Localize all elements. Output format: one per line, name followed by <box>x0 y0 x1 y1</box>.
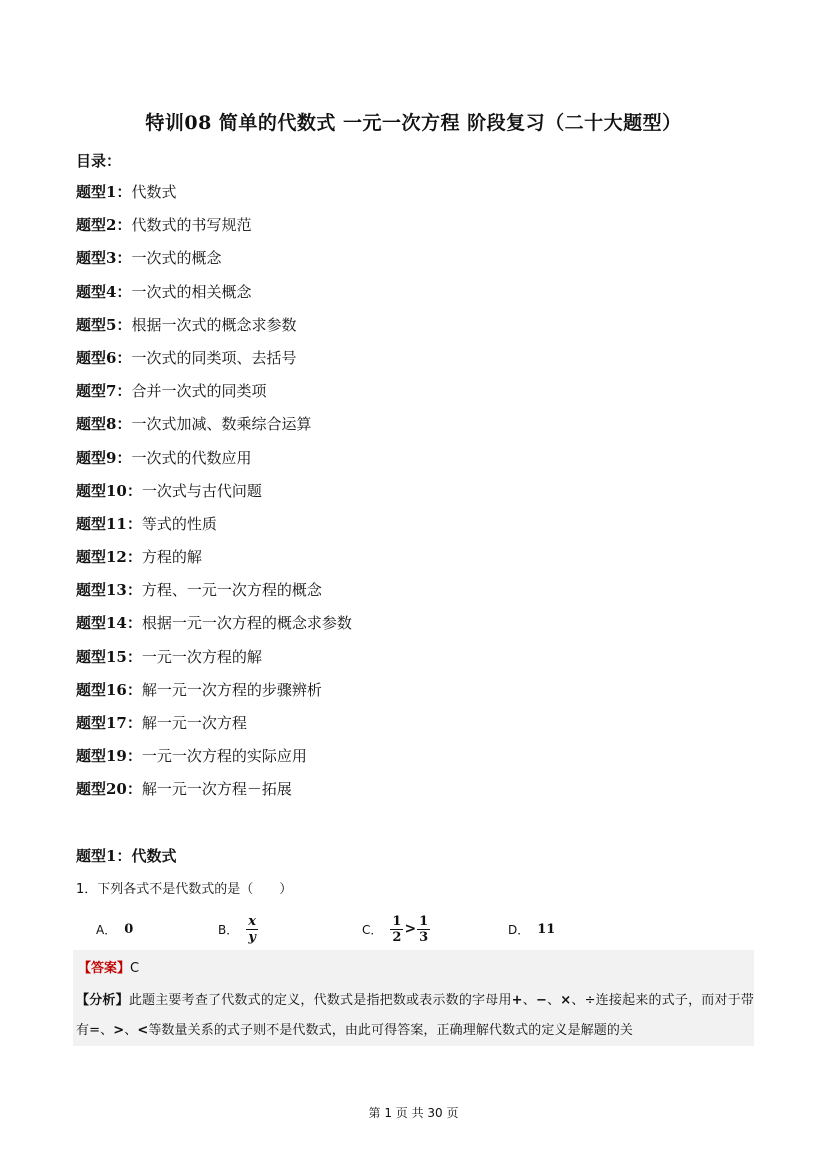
analysis-part: 、 <box>546 993 561 1008</box>
option-c-fraction-left <box>390 914 403 945</box>
analysis-symbol: + <box>511 993 523 1008</box>
toc-item-label: 题型7： <box>76 382 132 401</box>
toc-item <box>76 613 352 646</box>
toc-item-label: 题型19： <box>76 747 142 766</box>
option-c-fraction-right <box>417 914 430 945</box>
toc-item <box>76 547 352 580</box>
toc-item-label: 题型13： <box>76 581 142 600</box>
answer-line <box>78 957 139 976</box>
analysis-symbol: × <box>560 993 572 1008</box>
option-b-letter: B． <box>218 922 239 937</box>
option-a-value: 0 <box>124 921 134 937</box>
analysis-part: 、÷连接起来的式子，而对于带有=、 <box>76 993 754 1038</box>
option-c-denominator-left: 2 <box>392 929 402 945</box>
toc-item-label: 题型12： <box>76 548 142 567</box>
toc-item <box>76 713 352 746</box>
analysis-text <box>76 986 754 1046</box>
toc-item-text: 一元一次方程的实际应用 <box>141 747 307 766</box>
toc-item-text: 一元一次方程的解 <box>141 647 262 666</box>
section-heading <box>76 845 176 866</box>
toc-item <box>76 580 352 613</box>
toc-item-text: 方程的解 <box>141 548 202 567</box>
toc-item-label: 题型5： <box>76 315 132 334</box>
answer-tag: 【答案】 <box>78 961 131 976</box>
table-of-contents <box>76 182 352 813</box>
toc-item-text: 一次式的相关概念 <box>131 282 252 301</box>
option-a-letter: A． <box>96 922 117 937</box>
toc-item-text: 方程、一元一次方程的概念 <box>141 581 322 600</box>
page-footer: 第 1 页 共 30 页 <box>368 1106 459 1120</box>
section-heading-text: 代数式 <box>131 847 177 865</box>
option-d-letter: D． <box>508 922 530 937</box>
option-b-numerator: x <box>248 913 256 929</box>
toc-item-label: 题型2： <box>76 216 132 235</box>
toc-item-text: 代数式的书写规范 <box>131 216 252 235</box>
answer-value: C <box>130 961 140 976</box>
option-c-denominator-right: 3 <box>419 929 429 945</box>
question-text: 1．下列各式不是代数式的是（ ） <box>76 882 293 897</box>
toc-item <box>76 481 352 514</box>
option-c-operator: > <box>404 921 417 937</box>
toc-item-label: 题型3： <box>76 249 132 268</box>
toc-item-text: 一次式加减、数乘综合运算 <box>131 415 312 434</box>
toc-item-text: 解一元一次方程的步骤辨析 <box>141 680 322 699</box>
toc-item <box>76 182 352 215</box>
analysis-symbol: < <box>137 1023 149 1038</box>
toc-item-label: 题型8： <box>76 415 132 434</box>
toc-item-text: 一次式的概念 <box>131 249 222 268</box>
toc-item <box>76 348 352 381</box>
toc-item-label: 题型1： <box>76 183 132 201</box>
toc-item-text: 代数式 <box>131 183 177 201</box>
toc-item-text: 一次式的代数应用 <box>131 448 252 467</box>
toc-item-text: 解一元一次方程 <box>141 714 247 732</box>
option-c-letter: C． <box>362 922 383 937</box>
toc-item <box>76 746 352 779</box>
toc-item <box>76 779 352 812</box>
toc-item <box>76 381 352 414</box>
option-b <box>218 912 258 946</box>
toc-item-text: 根据一次式的概念求参数 <box>131 315 297 334</box>
toc-item-label: 题型6： <box>76 348 132 367</box>
option-c-numerator-left: 1 <box>392 913 402 929</box>
option-d-value: 11 <box>537 921 556 937</box>
toc-item <box>76 315 352 348</box>
toc-item <box>76 647 352 680</box>
toc-item-label: 题型17： <box>76 714 142 732</box>
option-c-numerator-right: 1 <box>419 913 429 929</box>
toc-item <box>76 248 352 281</box>
toc-item-text: 根据一元一次方程的概念求参数 <box>141 614 352 633</box>
option-d <box>508 912 555 946</box>
toc-item-text: 等式的性质 <box>141 514 217 533</box>
toc-item-label: 题型15： <box>76 647 142 666</box>
toc-heading: 目录： <box>76 152 122 170</box>
toc-item <box>76 215 352 248</box>
analysis-part: 、 <box>522 993 536 1008</box>
toc-item-text: 解一元一次方程－拓展 <box>141 780 292 799</box>
toc-item-label: 题型10： <box>76 481 142 500</box>
toc-item-text: 一次式与古代问题 <box>141 481 262 500</box>
toc-item-label: 题型16： <box>76 680 142 699</box>
option-c <box>362 912 430 946</box>
analysis-symbol: − <box>535 993 547 1008</box>
option-b-fraction <box>246 914 258 945</box>
analysis-symbol: > <box>113 1023 125 1038</box>
toc-item <box>76 448 352 481</box>
toc-item <box>76 514 352 547</box>
toc-item-label: 题型20： <box>76 780 142 799</box>
toc-item <box>76 680 352 713</box>
toc-item-label: 题型11： <box>76 514 142 533</box>
analysis-part: 此题主要考查了代数式的定义，代数式是指把数或表示数的字母用 <box>128 993 512 1008</box>
option-a <box>96 912 133 946</box>
toc-item-text: 一次式的同类项、去括号 <box>131 348 297 367</box>
analysis-part: 、 <box>124 1023 138 1038</box>
option-b-denominator: y <box>248 929 256 945</box>
toc-item-text: 合并一次式的同类项 <box>131 382 267 401</box>
section-heading-label: 题型1： <box>76 847 132 865</box>
toc-item-label: 题型9： <box>76 448 132 467</box>
analysis-tag: 【分析】 <box>76 993 129 1008</box>
toc-item-label: 题型4： <box>76 282 132 301</box>
toc-item <box>76 414 352 447</box>
toc-item-label: 题型14： <box>76 614 142 633</box>
analysis-part: 等数量关系的式子则不是代数式，由此可得答案，正确理解代数式的定义是解题的关 <box>148 1023 634 1038</box>
toc-item <box>76 282 352 315</box>
page-title: 特训08 简单的代数式 一元一次方程 阶段复习（二十大题型） <box>145 112 682 134</box>
